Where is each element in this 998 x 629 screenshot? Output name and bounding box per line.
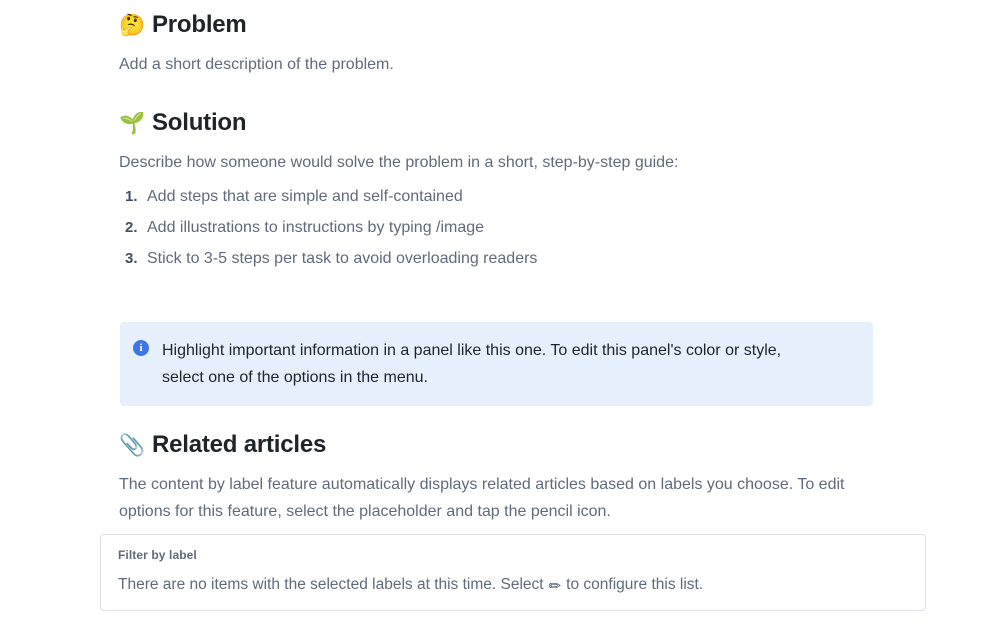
list-item-label: Add illustrations to instructions by typing /image	[147, 219, 485, 236]
list-item-number: 1.	[125, 188, 138, 205]
list-item-number: 2.	[125, 219, 138, 236]
list-item-label: Add steps that are simple and self-contained	[147, 188, 463, 205]
problem-body-text: Add a short description of the problem.	[119, 56, 394, 73]
problem-heading	[119, 10, 247, 40]
filter-by-label-title: Filter by label	[118, 548, 197, 562]
list-item	[119, 248, 819, 269]
thinking-face-emoji: 🤔	[119, 13, 145, 37]
info-icon-container	[120, 337, 162, 356]
paperclip-emoji: 📎	[119, 433, 145, 457]
problem-heading-text: Problem	[151, 11, 247, 38]
filter-message-before: There are no items with the selected labels at this time. Select	[118, 576, 544, 593]
solution-heading-text: Solution	[151, 109, 247, 136]
solution-heading	[119, 108, 246, 138]
filter-by-label-message	[118, 574, 908, 596]
info-circle-icon: i	[133, 340, 149, 356]
list-item	[119, 186, 819, 207]
list-item	[119, 217, 819, 238]
info-panel[interactable]	[120, 322, 873, 406]
related-articles-heading	[119, 430, 326, 460]
info-panel-text: Highlight important information in a panel like this one. To edit this panel's color or style, select one of the options in the menu.	[162, 342, 782, 386]
filter-message-after: to configure this list.	[566, 576, 704, 593]
pencil-icon[interactable]: ✏	[548, 577, 562, 595]
solution-body-text: Describe how someone would solve the problem in a short, step-by-step guide:	[119, 154, 679, 171]
solution-steps-list	[119, 186, 819, 279]
seedling-emoji: 🌱	[119, 111, 145, 135]
list-item-label: Stick to 3-5 steps per task to avoid overloading readers	[147, 250, 538, 267]
related-articles-body-text: The content by label feature automatically displays related articles based on labels you choose. To edit options for this feature, select the placeholder and tap the pencil icon.	[119, 476, 845, 520]
list-item-number: 3.	[125, 250, 138, 267]
filter-by-label-macro[interactable]	[100, 534, 926, 611]
related-articles-heading-text: Related articles	[151, 431, 327, 458]
